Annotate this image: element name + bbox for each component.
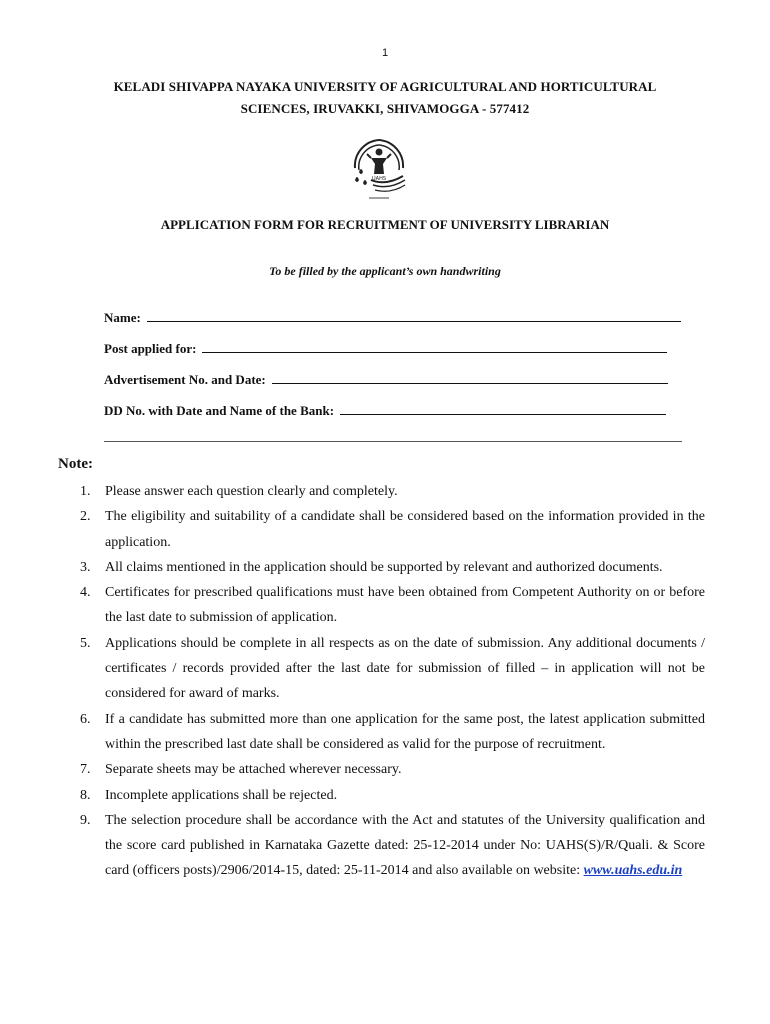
advertisement-field[interactable]: [104, 372, 668, 388]
post-applied-field-line[interactable]: [202, 341, 667, 353]
note-text-body: The selection procedure shall be accordance with the Act and statutes of the University qualification and the score card published in Karnataka Gazette dated: 25-12-2014 under No: UAHS(S)/R/Quali. & Score card (officers posts)/2906/2014-15, dated: 25-11-2014 and also available on website:: [105, 812, 705, 879]
note-number: 1.: [80, 484, 91, 499]
post-applied-field[interactable]: [104, 341, 667, 357]
page-number: 1: [381, 47, 389, 59]
note-item: [80, 808, 705, 884]
note-text: [105, 808, 705, 884]
name-field-label: Name:: [104, 310, 141, 325]
name-field-line[interactable]: [147, 310, 681, 322]
university-name-line-2: SCIENCES, IRUVAKKI, SHIVAMOGGA - 577412: [240, 101, 530, 116]
note-text: If a candidate has submitted more than one application for the same post, the latest application submitted within the prescribed last date shall be considered as valid for the purpose of recruitment.: [105, 711, 705, 752]
note-text: Separate sheets may be attached wherever necessary.: [105, 762, 402, 778]
note-text: Applications should be complete in all respects as on the date of submission. Any additional documents / certificates / records provided after the last date for submission of filled – in application will not be considered for award of marks.: [105, 635, 705, 702]
advertisement-field-line[interactable]: [272, 372, 668, 384]
post-applied-field-label: Post applied for:: [104, 341, 197, 356]
logo-text: UAHS: [371, 176, 387, 182]
university-name-line-1: KELADI SHIVAPPA NAYAKA UNIVERSITY OF AGRICULTURAL AND HORTICULTURAL: [113, 79, 657, 94]
form-subtitle: To be filled by the applicant’s own handwriting: [269, 264, 501, 278]
dd-bank-field-label: DD No. with Date and Name of the Bank:: [104, 403, 335, 418]
note-number: 3.: [80, 559, 91, 575]
note-number: 7.: [80, 762, 91, 778]
note-number: 2.: [80, 509, 91, 525]
dd-bank-field[interactable]: [104, 403, 666, 419]
note-item: [80, 504, 705, 555]
note-text: Certificates for prescribed qualifications must have been obtained from Competent Authority on or before the last date to submission of application.: [105, 585, 705, 626]
note-text: The eligibility and suitability of a candidate shall be considered based on the information provided in the application.: [105, 509, 705, 550]
note-number: 8.: [80, 787, 91, 803]
note-number: 6.: [80, 711, 91, 727]
section-divider: [104, 441, 682, 442]
note-item: [80, 757, 705, 782]
note-item: [80, 631, 705, 707]
form-title: APPLICATION FORM FOR RECRUITMENT OF UNIVERSITY LIBRARIAN: [160, 217, 610, 232]
note-item: [80, 783, 705, 808]
note-number: 4.: [80, 585, 91, 601]
note-label: Note:: [58, 456, 93, 472]
dd-bank-field-line[interactable]: [340, 403, 666, 415]
note-number: 5.: [80, 635, 91, 651]
note-item: [80, 555, 705, 580]
note-text: Please answer each question clearly and completely.: [105, 484, 398, 499]
website-link[interactable]: www.uahs.edu.in: [583, 863, 683, 879]
name-field[interactable]: [104, 310, 681, 326]
university-logo: [341, 128, 417, 204]
note-item: [80, 707, 705, 758]
note-number: 9.: [80, 812, 91, 828]
note-item: [80, 479, 705, 504]
note-item: [80, 580, 705, 631]
note-text: Incomplete applications shall be rejected.: [105, 787, 338, 803]
advertisement-field-label: Advertisement No. and Date:: [104, 372, 266, 387]
notes-list: [80, 479, 705, 884]
note-text: All claims mentioned in the application should be supported by relevant and authorized documents.: [105, 559, 663, 575]
